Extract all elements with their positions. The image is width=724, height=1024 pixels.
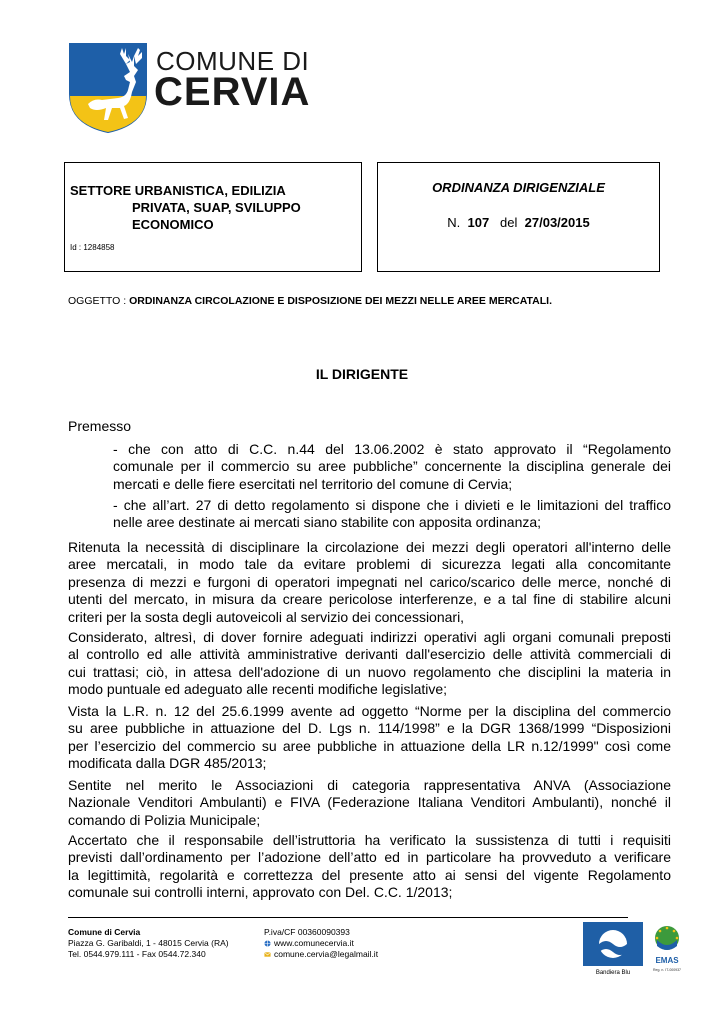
- footer-piva: P.iva/CF 00360090393: [264, 927, 350, 937]
- text-line: mercati e delle fiere esercitati nel territorio del comune di Cervia;: [113, 475, 513, 492]
- text-line: su aree pubbliche in attuazione del D. Lgs n. 114/1998” e la DGR 1368/1999 “Disposizioni: [68, 720, 671, 737]
- number-prefix: N.: [447, 215, 461, 230]
- sector-line: ECONOMICO: [132, 217, 214, 232]
- text-line: Vista la L.R. n. 12 del 25.6.1999 avente ad oggetto “Norme per la disciplina del commercio: [68, 703, 671, 719]
- logo-text-cervia: CERVIA: [154, 70, 311, 114]
- bullet-paragraph: [113, 441, 671, 493]
- text-line: la legittimità, regolarità e correttezza del presente atto ai sensi del vigente Regolamento: [68, 866, 671, 883]
- text-line: cui trattasi; ciò, in attesa dell'adozione di un nuovo regolamento che disciplini la materia in: [68, 663, 671, 680]
- text-line: utenti del mercato, in misura da creare pericolose interferenze, e a tal fine di stabilire alcuni: [68, 591, 671, 608]
- paragraph-sentite: [68, 777, 671, 829]
- paragraph-ritenuta: [68, 539, 671, 626]
- del-label: del: [500, 215, 518, 230]
- text-line: Nazionale Venditori Ambulanti) e FIVA (Federazione Italiana Venditori Ambulanti), nonché il: [68, 794, 671, 811]
- text-line: aree mercatali, in modo tale da evitare problemi di sicurezza legati alla concomitante: [68, 556, 671, 573]
- document-id: Id : 1284858: [70, 243, 115, 252]
- footer-divider: [68, 917, 628, 918]
- ordinance-box: [377, 162, 660, 272]
- text-line: - che con atto di C.C. n.44 del 13.06.2002 è stato approvato il “Regolamento: [113, 441, 671, 457]
- text-line: per l’esercizio del commercio su aree pubbliche in attuazione della LR n.12/1999" così come: [68, 737, 671, 754]
- footer-phone: Tel. 0544.979.111 - Fax 0544.72.340: [68, 949, 206, 959]
- emas-logo: [647, 922, 687, 976]
- text-line: modificata dalla DGR 485/2013;: [68, 755, 267, 772]
- ordinance-number-line: [378, 215, 659, 230]
- footer-address-block: [68, 927, 229, 960]
- text-line: al controllo ed alle attività amministrative derivanti dall'esercizio delle attività commerciali di: [68, 646, 671, 663]
- text-line: Considerato, altresì, di dover fornire adeguati indirizzi operativi agli organi comunali preposti: [68, 629, 671, 645]
- envelope-icon: [264, 951, 271, 958]
- bullet-paragraph: [113, 497, 671, 532]
- subject-label: OGGETTO :: [68, 295, 127, 307]
- text-line: comando di Polizia Municipale;: [68, 811, 261, 828]
- text-line: presenza di mezzi e furgoni di operatori impegnati nel carico/scarico delle merce, nonché di: [68, 573, 671, 590]
- footer-email-link[interactable]: comune.cervia@legalmail.it: [274, 949, 379, 959]
- ordinance-number: 107: [467, 215, 490, 230]
- ordinance-title: ORDINANZA DIRIGENZIALE: [432, 180, 605, 195]
- emas-reg: Reg. n. IT-000937: [652, 968, 682, 972]
- sector-line: PRIVATA, SUAP, SVILUPPO: [132, 200, 301, 215]
- text-line: Accertato che il responsabile dell’istruttoria ha verificato la sussistenza di tutti i requisiti: [68, 832, 671, 848]
- sector-name: [70, 182, 301, 233]
- text-line: comunale per il commercio su aree pubbliche” concernente la disciplina generale dei: [113, 458, 671, 475]
- text-line: criteri per la sosta degli autoveicoli al servizio dei concessionari,: [68, 608, 465, 625]
- paragraph-vista: [68, 703, 671, 773]
- footer-address: Piazza G. Garibaldi, 1 - 48015 Cervia (RA): [68, 938, 229, 948]
- text-line: Sentite nel merito le Associazioni di categoria rappresentativa ANVA (Associazione: [68, 777, 671, 793]
- subject-line: [68, 295, 552, 307]
- logo-text-comune-di: COMUNE DI: [156, 46, 310, 76]
- text-line: modo puntuale ed adeguato alle recenti modifiche legislative;: [68, 681, 448, 698]
- text-line: previsti dall’ordinamento per l’adozione dell’atto ed in particolare ha provveduto a verificare: [68, 849, 671, 866]
- footer-contact-block: [264, 927, 378, 960]
- paragraph-considerato: [68, 629, 671, 699]
- text-line: Ritenuta la necessità di disciplinare la circolazione dei mezzi degli operatori all'interno delle: [68, 539, 671, 555]
- globe-icon: [264, 940, 271, 947]
- paragraph-accertato: [68, 832, 671, 902]
- footer-org-name: Comune di Cervia: [68, 927, 141, 937]
- sector-line: SETTORE URBANISTICA, EDILIZIA: [70, 183, 286, 198]
- subject-text: ORDINANZA CIRCOLAZIONE E DISPOSIZIONE DEI MEZZI NELLE AREE MERCATALI.: [129, 295, 553, 307]
- text-line: comunale sui controlli interni, approvato con Del. C.C. 1/2013;: [68, 884, 453, 901]
- bandiera-blu-logo: [583, 922, 643, 976]
- premesso-label: Premesso: [68, 418, 132, 434]
- ordinance-date: 27/03/2015: [524, 215, 590, 230]
- text-line: nelle aree destinate ai mercati siano stabilite con apposita ordinanza;: [113, 514, 542, 531]
- text-line: - che all’art. 27 di detto regolamento si dispone che i divieti e le limitazioni del traffico: [113, 497, 671, 513]
- flag-label: Bandiera Blu: [595, 970, 631, 976]
- cervia-coat-of-arms-logo: [68, 42, 148, 134]
- emas-label: EMAS: [655, 956, 679, 965]
- heading-il-dirigente: IL DIRIGENTE: [315, 366, 409, 382]
- footer-website-link[interactable]: www.comunecervia.it: [274, 938, 354, 948]
- sector-box: [64, 162, 362, 272]
